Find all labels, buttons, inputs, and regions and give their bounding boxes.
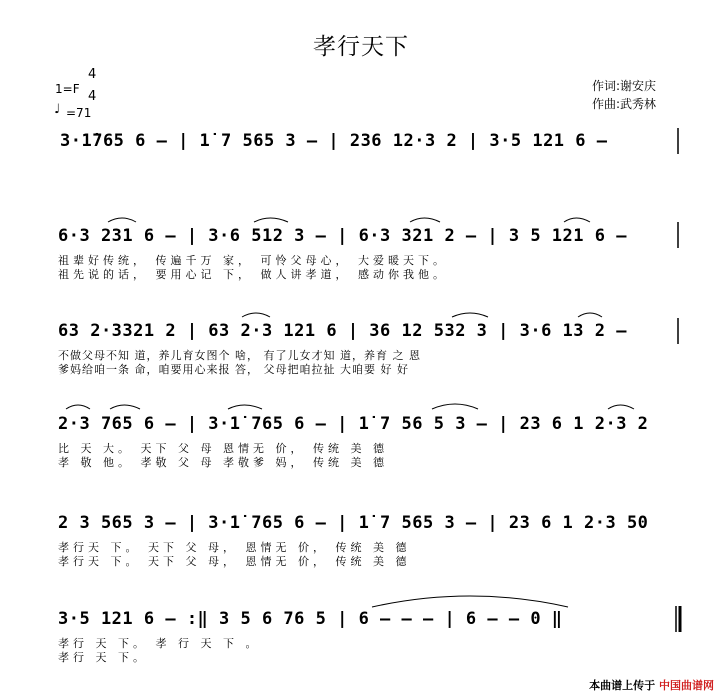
notation-line-1: 3·1̇765 6 – | 1̇ 7 565 3 – | 236 12·3 2 | 3·5 121 6 –: [60, 131, 608, 151]
slur-arc: [608, 405, 634, 409]
key-signature: 1=F: [55, 82, 80, 96]
footer-prefix: 本曲谱上传于: [589, 679, 656, 692]
slur-arc: [66, 405, 90, 409]
slur-arc: [108, 218, 136, 222]
slur-arc: [578, 313, 602, 317]
lyrics-line-5-verse-1: 孝行天 下。 天下 父 母， 恩情无 价， 传统 美 德: [58, 541, 411, 554]
lyrics-line-2-verse-2: 祖先说的话， 要用心记 下， 做人讲孝道， 感动你我他。: [58, 268, 448, 281]
lyrics-line-3-verse-2: 爹妈给咱一条 命，咱要用心来报 答， 父母把咱拉扯 大咱要 好 好: [58, 363, 409, 376]
notation-line-6: 3·5 121 6 – :‖ 3 5 6 76 5 | 6 – – – | 6 – – 0 ‖: [58, 609, 563, 629]
tie-arc: [372, 596, 568, 607]
quarter-note-icon: ♩: [54, 102, 61, 117]
lyrics-line-4-verse-1: 比 天 大。 天下 父 母 恩情无 价， 传统 美 德: [58, 442, 388, 455]
slur-arc: [254, 218, 288, 222]
notation-line-3: 63 2·3321 2 | 63 2·3 121 6 | 36 12 532 3 | 3·6 13 2 –: [58, 321, 627, 341]
slur-arc: [432, 404, 478, 409]
lyrics-line-6-verse-2: 孝行 天 下。: [58, 651, 148, 664]
lyrics-line-4-verse-2: 孝 敬 他。 孝敬 父 母 孝敬爹 妈， 传统 美 德: [58, 456, 388, 469]
lyricist-credit: 作词:谢安庆: [592, 79, 657, 93]
page-title: 孝行天下: [313, 34, 409, 60]
lyrics-line-2-verse-1: 祖辈好传统， 传遍千万 家， 可怜父母心， 大爱暖天下。: [58, 254, 448, 267]
lyrics-line-5-verse-2: 孝行天 下。 天下 父 母， 恩情无 价， 传统 美 德: [58, 555, 411, 568]
notation-line-2: 6·3 231 6 – | 3·6 512 3 – | 6·3 321 2 – | 3 5 121 6 –: [58, 226, 627, 246]
footer-credit: [589, 677, 714, 693]
notation-line-5: 2 3 565 3 – | 3·1̇ 765 6 – | 1̇ 7 565 3 – | 23 6 1 2·3 50: [58, 513, 649, 533]
slur-arc: [452, 313, 488, 317]
composer-credit: 作曲:武秀林: [592, 97, 657, 111]
site-brand-logo[interactable]: 中国曲谱网: [659, 679, 714, 692]
slur-arc: [110, 405, 140, 409]
slur-arc: [228, 405, 262, 409]
slur-arc: [564, 218, 590, 222]
slur-arc: [242, 313, 270, 317]
time-signature-denominator: 4: [88, 89, 97, 104]
tempo-marking: =71: [66, 106, 92, 120]
lyrics-line-3-verse-1: 不做父母不知 道，养儿育女图个 啥， 有了儿女才知 道，养育 之 恩: [58, 349, 421, 362]
time-signature-numerator: 4: [88, 67, 97, 82]
lyrics-line-6-verse-1: 孝行 天 下。 孝 行 天 下 。: [58, 637, 261, 650]
slur-arc: [410, 218, 440, 222]
notation-line-4: 2·3 765 6 – | 3·1̇ 765 6 – | 1̇ 7 56 5 3 – | 23 6 1 2·3 2: [58, 414, 649, 434]
